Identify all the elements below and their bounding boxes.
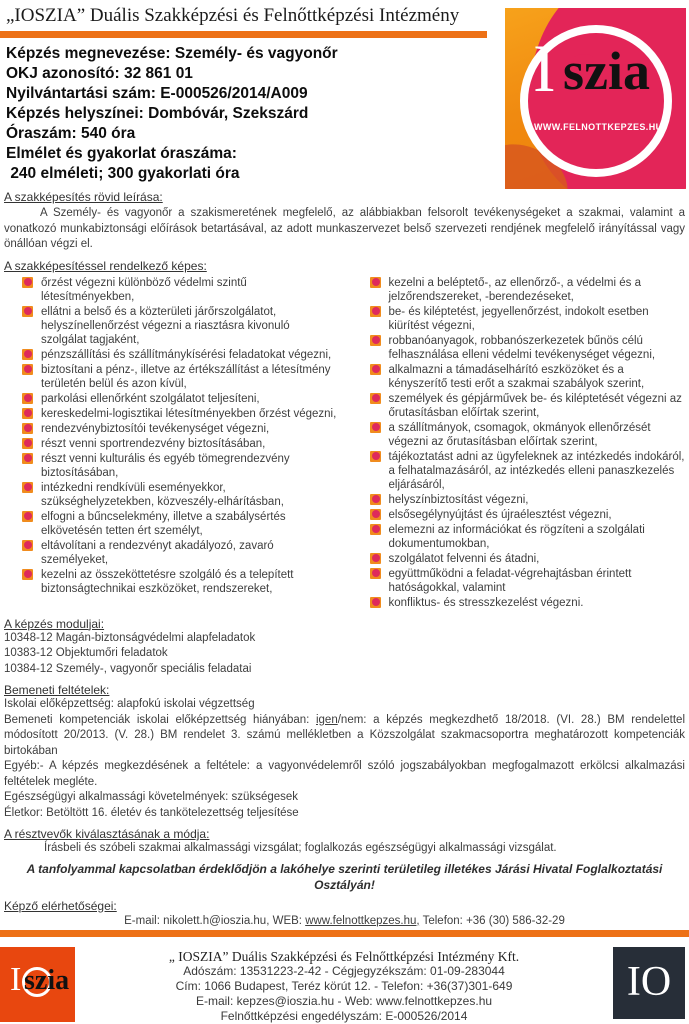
list-item-text: elfogni a bűncselekmény, illetve a szabálysértés elkövetésén tetten ért személyt, [41, 510, 286, 537]
list-item-text: parkolási ellenőrként szolgálatot teljesíteni, [41, 392, 260, 405]
entry-age-line: Életkor: Betöltött 16. életév és tankötelezettség teljesítése [4, 806, 299, 819]
competency-list-right [352, 276, 686, 610]
list-item-text: konfliktus- és stresszkezelést végezni. [388, 596, 584, 609]
logo-bullet-icon [22, 306, 33, 317]
footer-license-line: Felnőttképzési engedélyszám: E-000526/2014 [220, 1009, 468, 1023]
footer-io-monogram: IO [613, 947, 685, 1019]
list-item-text: kereskedelmi-logisztikai létesítményekben őrzést végezni, [41, 407, 337, 420]
entry-schooling-line: Iskolai előképzettség: alapfokú iskolai végzettség [4, 698, 255, 710]
course-info-line: Képzés helyszínei: Dombóvár, Szekszárd [6, 105, 309, 122]
logo-bullet-icon [22, 569, 33, 580]
logo-bullet-icon [22, 482, 33, 493]
list-item-text: őrzést végezni különböző védelmi szintű létesítményekben, [41, 276, 247, 303]
list-item-text: intézkedni rendkívüli eseményekkor, szükséghelyzetekben, közveszély-elhárításban, [41, 481, 284, 508]
logo-bullet-icon [370, 422, 381, 433]
entry-competency-suffix: /nem: a képzés megkezdhető 18/2018. (VI. 28.) BM rendelettel módosított 20/2013. (V. 28.) BM rendelet 3. számú mellékletben a Közszolgálat szakmacsoportra meghatározott kompetenciák birtokában [4, 713, 685, 757]
logo-bullet-icon [22, 511, 33, 522]
list-item-text: pénzszállítási és szállítmánykísérési feladatokat végezni, [41, 348, 332, 361]
list-item-text: kezelni a beléptető-, az ellenőrző-, a védelmi és a jelzőrendszereket, -berendezéseket, [388, 276, 642, 303]
section-heading-modules: A képzés moduljai: [4, 616, 105, 631]
list-item [22, 363, 338, 391]
logo-letters-szia: szia [563, 41, 650, 101]
selection-method-line: Írásbeli és szóbeli szakmai alkalmassági vizsgálat; foglalkozás egészségügyi alkalmassági vizsgálat. [44, 842, 557, 854]
list-item-text: helyszínbiztosítást végezni, [388, 493, 529, 506]
list-item-text: kezelni az összeköttetésre szolgáló és a telepített biztonságtechnikai eszközöket, rendszereket, [41, 568, 294, 595]
section-heading-selection: A résztvevők kiválasztásának a módja: [4, 827, 210, 841]
footer-company-info [75, 947, 613, 1024]
list-item-text: tájékoztatást adni az ügyfeleknek az intézkedés indokáról, a felhatalmazásáról, az intézkedés elleni panaszkezelés eljárásáról, [388, 450, 685, 491]
logo-bullet-icon [370, 451, 381, 462]
contact-email-text: E-mail: nikolett.h@ioszia.hu, WEB: [124, 914, 306, 927]
logo-bullet-icon [22, 423, 33, 434]
footer-tax-line: Adószám: 13531223-2-42 - Cégjegyzékszám: 01-09-283044 [183, 964, 505, 978]
list-item-text: robbanóanyagok, robbanószerkezetek bűnös célú felhasználása elleni védelmi tevékenységet végezni, [388, 334, 656, 361]
logo-bullet-icon [22, 393, 33, 404]
ioszia-logo [505, 8, 686, 189]
list-item [370, 305, 686, 333]
footer-company-name: „ IOSZIA” Duális Szakképzési és Felnőttképzési Intézmény Kft. [168, 949, 520, 964]
logo-bullet-icon [370, 568, 381, 579]
list-item [22, 348, 338, 362]
logo-bullet-icon [370, 494, 381, 505]
course-info-line: Óraszám: 540 óra [6, 125, 136, 142]
list-item-text: elsősegélynyújtást és újraélesztést végezni, [388, 508, 612, 521]
course-info-line: OKJ azonosító: 32 861 01 [6, 65, 193, 82]
module-list [4, 631, 685, 678]
header-rule [0, 31, 487, 38]
module-line: 10383-12 Objektumőri feladatok [4, 647, 168, 659]
contact-line [4, 914, 685, 930]
list-item [370, 392, 686, 420]
list-item-text: személyek és gépjárművek be- és kiléptetését végezni az őrutasításban előírtak szerint, [388, 392, 682, 419]
list-item-text: a szállítmányok, csomagok, okmányok ellenőrzését végezni az őrutasításban előírtak szerint, [388, 421, 651, 448]
contact-phone-text: Telefon: +36 (30) 586-32-29 [419, 914, 565, 927]
course-inquiry-notice: A tanfolyammal kapcsolatban érdeklődjön a lakóhelye szerinti területileg illetékes Járási Hivatal Foglalkoztatási Osztályán! [26, 861, 663, 892]
entry-competency-paragraph [4, 713, 685, 760]
list-item [22, 481, 338, 509]
logo-bullet-icon [370, 335, 381, 346]
logo-bullet-icon [22, 277, 33, 288]
list-item [22, 422, 338, 436]
footer-email-line: E-mail: kepzes@ioszia.hu - Web: www.felnottkepzes.hu [195, 994, 493, 1008]
list-item [22, 392, 338, 406]
logo-bullet-icon [370, 393, 381, 404]
list-item [22, 437, 338, 451]
module-line: 10348-12 Magán-biztonságvédelmi alapfeladatok [4, 631, 256, 644]
list-item [370, 421, 686, 449]
list-item-text: együttműködni a feladat-végrehajtásban érintett hatóságokkal, valamint [388, 567, 632, 594]
list-item [22, 452, 338, 480]
list-item-text: biztosítani a pénz-, illetve az értékszállítást a létesítmény területén belül és azon kívül, [41, 363, 331, 390]
logo-bullet-icon [22, 438, 33, 449]
list-item [22, 407, 338, 421]
course-info-line: Nyilvántartási szám: E-000526/2014/A009 [6, 85, 308, 102]
logo-bullet-icon [22, 349, 33, 360]
section-heading-contact: Képző elérhetőségei: [4, 898, 117, 913]
contact-web-link[interactable]: www.felnottkepzes.hu, [305, 914, 420, 927]
page-footer [0, 930, 689, 1024]
list-item-text: részt venni sportrendezvény biztosításában, [41, 437, 266, 450]
list-item-text: szolgálatot felvenni és átadni, [388, 552, 540, 565]
course-info-line: Elmélet és gyakorlat óraszáma: [6, 145, 237, 162]
list-item [370, 523, 686, 551]
list-item [370, 552, 686, 566]
footer-logo-letters-szia: szia [24, 965, 70, 996]
footer-ioszia-logo [0, 947, 75, 1022]
section-heading-entry: Bemeneti feltételek: [4, 683, 110, 697]
entry-health-line: Egészségügyi alkalmassági követelmények: szükségesek [4, 791, 299, 803]
list-item [370, 508, 686, 522]
description-paragraph: A Személy- és vagyonőr a szakismeretének megfelelő, az alábbiakban felsorolt tevékenységeket a szakmai, valamint a vonatkozó munkabiztonsági előírások betartásával, az adott munkaszervezet belső szervezeti rendjének megfelelő irányítással vagy önállóan végzi el. [4, 207, 685, 250]
list-item-text: részt venni kulturális és egyéb tömegrendezvény biztosításában, [41, 452, 290, 479]
list-item [370, 363, 686, 391]
logo-bullet-icon [370, 553, 381, 564]
list-item [22, 305, 338, 347]
logo-bullet-icon [370, 277, 381, 288]
list-item [370, 276, 686, 304]
footer-row [0, 947, 689, 1024]
document-body [0, 190, 689, 929]
list-item [370, 596, 686, 610]
logo-bullet-icon [370, 509, 381, 520]
list-item-text: eltávolítani a rendezvényt akadályozó, zavaró személyeket, [41, 539, 274, 566]
page-title: „IOSZIA” Duális Szakképzési és Felnőttképzési Intézmény [6, 5, 460, 26]
competency-columns [4, 276, 685, 611]
logo-bullet-icon [370, 306, 381, 317]
course-info-line: Képzés megnevezése: Személy- és vagyonőr [6, 45, 338, 62]
footer-address-line: Cím: 1066 Budapest, Teréz körút 12. - Telefon: +36(37)301-649 [175, 979, 513, 993]
list-item-text: ellátni a belső és a közterületi járőrszolgálatot, helyszínellenőrzést végezni a riasztásra kivonuló szolgálat tagjaként, [41, 305, 290, 346]
list-item [370, 450, 686, 492]
footer-logo-letter-i: I [10, 961, 22, 998]
logo-bullet-icon [22, 453, 33, 464]
list-item [22, 539, 338, 567]
list-item [22, 510, 338, 538]
list-item [22, 568, 338, 596]
logo-letter-i: I [533, 30, 556, 106]
footer-rule [0, 930, 689, 937]
logo-bullet-icon [22, 364, 33, 375]
list-item [22, 276, 338, 304]
list-item-text: rendezvénybiztosítói tevékenységet végezni, [41, 422, 270, 435]
logo-url-text: WWW.FELNOTTKEPZES.HU [534, 122, 663, 132]
list-item [370, 493, 686, 507]
competency-column-left [4, 276, 338, 611]
list-item [370, 334, 686, 362]
list-item [370, 567, 686, 595]
list-item-text: elemezni az információkat és rögzíteni a szolgálati dokumentumokban, [388, 523, 645, 550]
course-info-line: 240 elméleti; 300 gyakorlati óra [6, 165, 240, 182]
list-item-text: be- és kiléptetést, jegyellenőrzést, indokolt esetben kiürítést végezni, [388, 305, 649, 332]
entry-competency-prefix: Bemeneti kompetenciák iskolai előképzettség hiányában: [4, 713, 316, 726]
logo-bullet-icon [370, 364, 381, 375]
section-heading-description: A szakképesítés rövid leírása: [4, 190, 163, 204]
competency-column-right [352, 276, 686, 611]
section-heading-competencies: A szakképesítéssel rendelkező képes: [4, 258, 207, 273]
logo-bullet-icon [370, 597, 381, 608]
entry-competency-underlined: igen [315, 713, 338, 726]
entry-other-line: Egyéb:- A képzés megkezdésének a feltétele: a vagyonvédelemről szóló jogszabályokban megfogalmazott erkölcsi alkalmazási feltételek megléte. [4, 760, 685, 788]
logo-bullet-icon [370, 524, 381, 535]
logo-bullet-icon [22, 408, 33, 419]
logo-bullet-icon [22, 540, 33, 551]
list-item-text: alkalmazni a támadáselhárító eszközöket és a kényszerítő testi erőt a szakmai szabályok szerint, [388, 363, 645, 390]
competency-list-left [4, 276, 338, 596]
module-line: 10384-12 Személy-, vagyonőr speciális feladatai [4, 662, 252, 675]
